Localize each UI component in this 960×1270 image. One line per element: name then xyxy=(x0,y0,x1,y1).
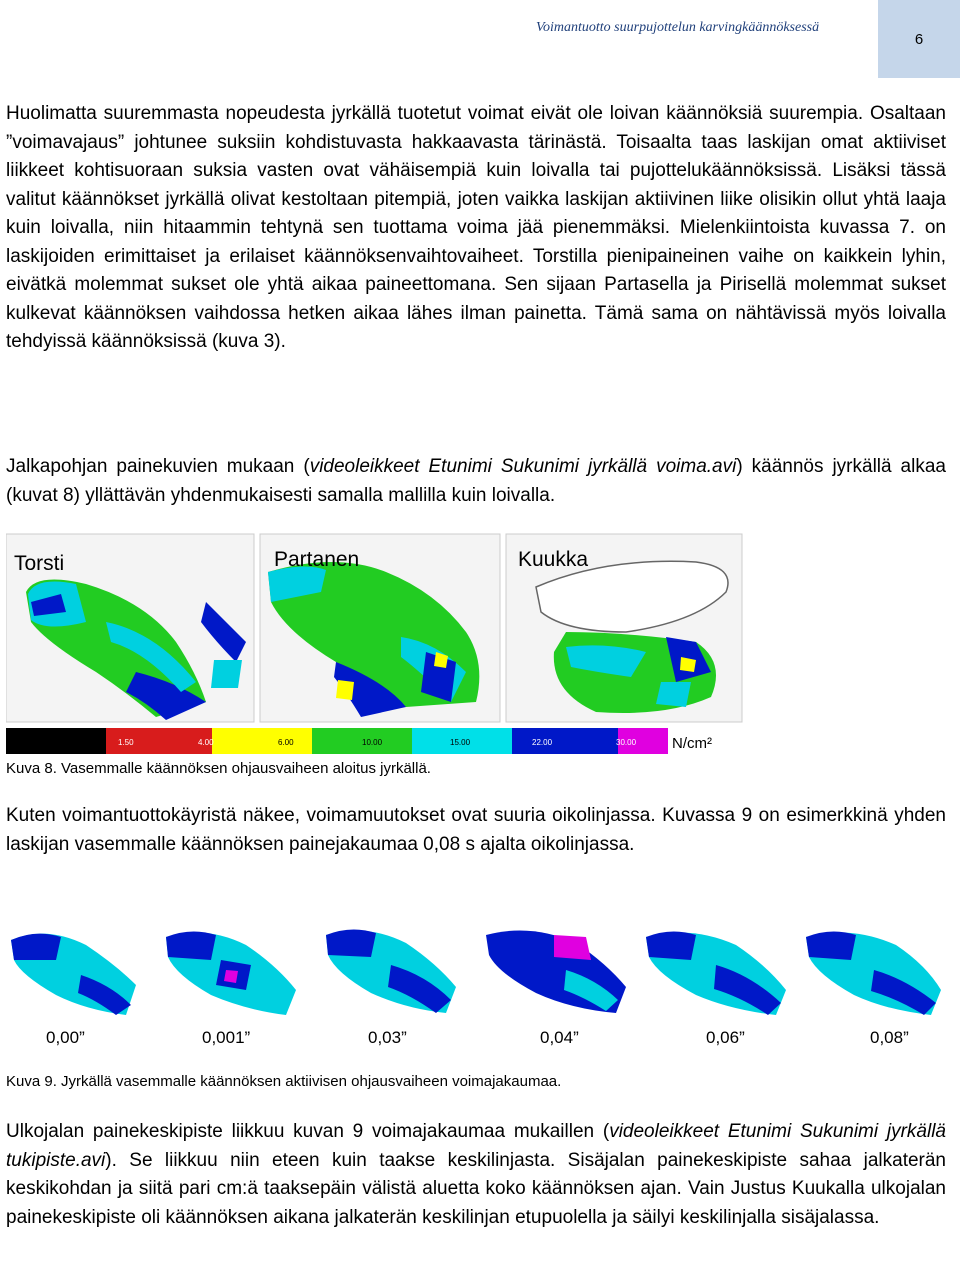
figure-9-frame-2 xyxy=(166,931,296,1015)
figure-9-frame-1 xyxy=(11,934,136,1015)
paragraph-2-text-a: Jalkapohjan painekuvien mukaan ( xyxy=(6,456,310,477)
figure-9-frame-4 xyxy=(486,931,626,1014)
scale-swatch-3 xyxy=(212,728,312,754)
paragraph-4-text-b: ). Se liikkuu niin eteen kuin taakse keskilinjasta. Sisäjalan painekeskipiste sahaa jalkaterän keskikohdan ja siitä pari cm:ä taaksepäin välistä aluetta koko käännöksen ajan. Vain Justus Kuukalla ulkojalan painekeskipiste oli käännöksen aikana jalkaterän keskilinjan etupuolella ja säilyi keskilinjalla sisäjalassa. xyxy=(6,1149,946,1228)
scale-label-7: 30.00 xyxy=(616,738,637,747)
time-label-2: 0,001” xyxy=(202,1028,251,1047)
page-number: 6 xyxy=(878,0,960,78)
time-label-3: 0,03” xyxy=(368,1028,407,1047)
scale-label-3: 6.00 xyxy=(278,738,294,747)
scale-swatch-6 xyxy=(512,728,618,754)
time-label-5: 0,06” xyxy=(706,1028,745,1047)
paragraph-2-text-b: ) käännös jyrkällä alkaa (kuvat 8) yllättävän yhdenmukaisesti samalla mallilla kuin loivalla. xyxy=(6,456,946,506)
figure-9-frame-6 xyxy=(806,931,941,1015)
paragraph-1: Huolimatta suuremmasta nopeudesta jyrkällä tuotetut voimat eivät ole loivan käännöksiä suurempia. Osaltaan ”voimavajaus” johtunee suksiin kohdistuvasta hakkaavasta tärinästä. Toisaalta taas laskijan omat aktiiviset liikkeet kohtisuoraan suksia vasten ovat vähäisempiä kuin loivalla tai pujottelukäännöksissä. Lisäksi tässä valitut käännökset jyrkällä olivat kestoltaan pitempiä, joten vaikka laskijan aktiivinen liike olisikin ollut yhtä laaja kuin loivalla, niin hitaammin tehtynä sen tuottama voima jää pienemmäksi. Mielenkiintoista kuvassa 7. on laskijoiden erimittaiset ja erilaiset käännöksenvaihtovaiheet. Torstilla pienipaineinen vaihe on kaikkein lyhin, eivätkä molemmat sukset ole yhtä aikaa paineettomana. Sen sijaan Partasella ja Pirisellä molemmat sukset kulkevat käännöksen vaihdossa hetken aikaa lähes ilman painetta. Tämä sama on nähtävissä myös loivalla tehdyissä käännöksissä (kuva 3). xyxy=(6,103,946,352)
panel-label-partanen: Partanen xyxy=(274,548,360,571)
figure-9-frame-5 xyxy=(646,931,786,1015)
pressure-scale-bar xyxy=(6,728,712,754)
scale-unit: N/cm² xyxy=(672,735,712,752)
panel-label-torsti: Torsti xyxy=(14,552,65,575)
scale-label-4: 10.00 xyxy=(362,738,383,747)
figure-9-pressure-sequence xyxy=(6,915,946,1050)
time-label-4: 0,04” xyxy=(540,1028,579,1047)
running-header-title: Voimantuotto suurpujottelun karvingkäännöksessä xyxy=(536,20,820,35)
paragraph-3: Kuten voimantuottokäyristä näkee, voimamuutokset ovat suuria oikolinjassa. Kuvassa 9 on esimerkkinä yhden laskijan vasemmalle käännöksen painejakaumaa 0,08 s ajalta oikolinjassa. xyxy=(6,805,946,855)
paragraph-2 xyxy=(6,453,946,510)
figure-8-panel-torsti xyxy=(6,534,254,722)
figure-8-pressure-maps xyxy=(6,532,744,756)
scale-label-6: 22.00 xyxy=(532,738,553,747)
time-label-6: 0,08” xyxy=(870,1028,909,1047)
scale-label-2: 4.00 xyxy=(198,738,214,747)
scale-label-1: 1.50 xyxy=(118,738,134,747)
figure-8-panel-kuukka xyxy=(506,534,742,722)
scale-swatch-1 xyxy=(6,728,106,754)
paragraph-2-video-ref: videoleikkeet Etunimi Sukunimi jyrkällä voima.avi xyxy=(309,456,737,477)
paragraph-4 xyxy=(6,1118,946,1232)
scale-label-5: 15.00 xyxy=(450,738,471,747)
figure-8-caption: Kuva 8. Vasemmalle käännöksen ohjausvaiheen aloitus jyrkällä. xyxy=(6,760,431,777)
panel-label-kuukka: Kuukka xyxy=(518,548,589,571)
paragraph-4-text-a: Ulkojalan painekeskipiste liikkuu kuvan 9 voimajakaumaa mukaillen ( xyxy=(6,1121,610,1142)
time-label-1: 0,00” xyxy=(46,1028,85,1047)
paragraph-4-video-ref: videoleikkeet Etunimi Sukunimi jyrkällä tukipiste.avi xyxy=(6,1121,946,1171)
figure-9-caption: Kuva 9. Jyrkällä vasemmalle käännöksen aktiivisen ohjausvaiheen voimajakaumaa. xyxy=(6,1073,562,1090)
figure-9-frame-3 xyxy=(326,929,456,1013)
figure-8-panel-partanen xyxy=(260,534,500,722)
